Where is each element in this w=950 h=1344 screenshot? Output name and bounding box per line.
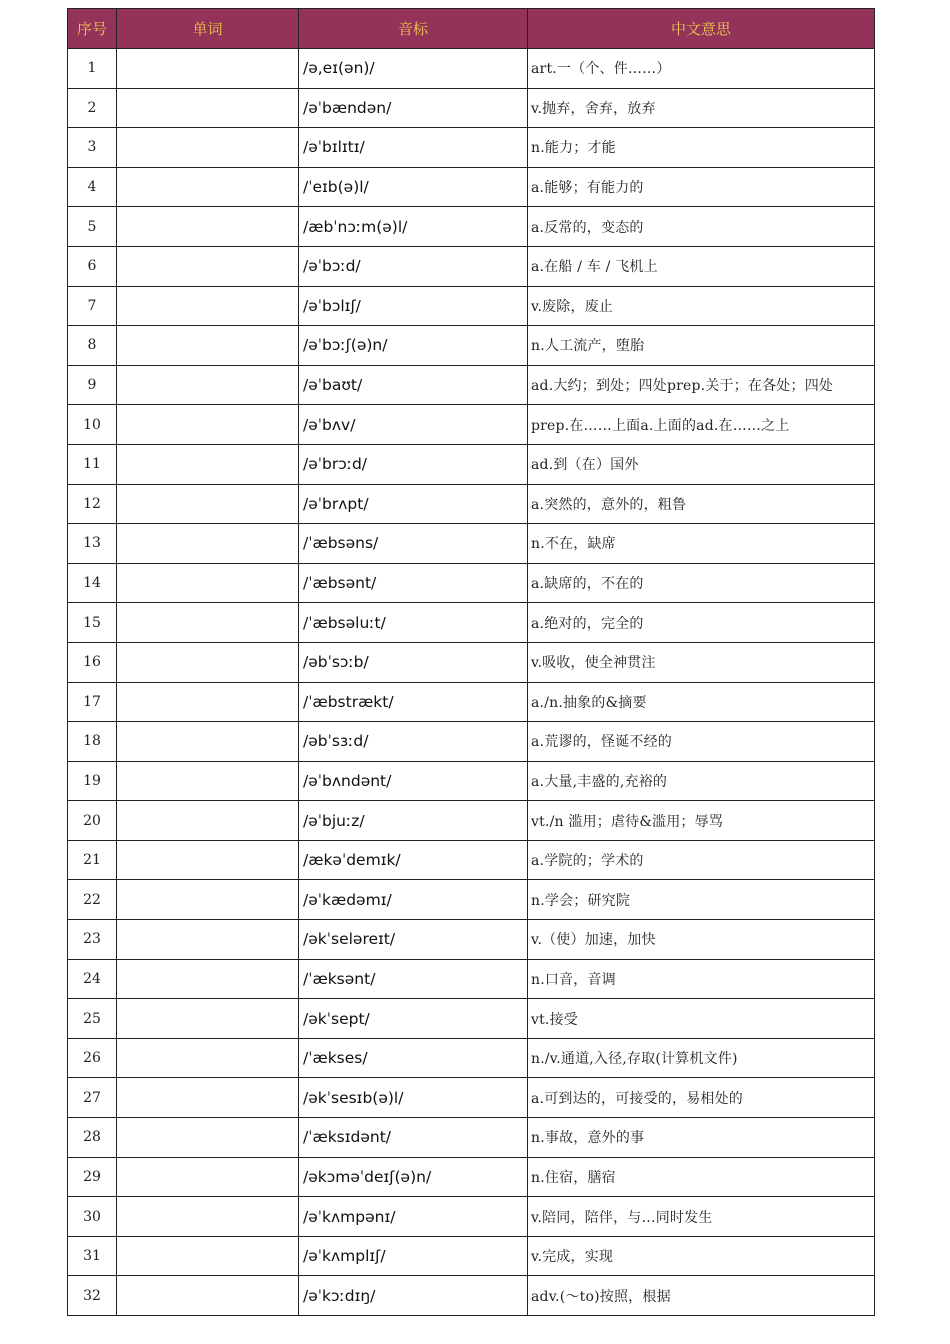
row-number: 27 (68, 1078, 117, 1118)
table-row (68, 801, 875, 841)
meaning-cell: n.学会；研究院 (528, 880, 875, 920)
word-cell (117, 563, 299, 603)
word-cell (117, 88, 299, 128)
word-cell (117, 840, 299, 880)
word-cell (117, 722, 299, 762)
table-row (68, 524, 875, 564)
meaning-cell: n.住宿，膳宿 (528, 1157, 875, 1197)
row-number: 21 (68, 840, 117, 880)
row-number: 3 (68, 128, 117, 168)
word-cell (117, 959, 299, 999)
phonetic-cell: /əkˈsesɪb(ə)l/ (299, 1078, 528, 1118)
phonetic-cell: /əkˈsept/ (299, 999, 528, 1039)
meaning-cell: a.学院的；学术的 (528, 840, 875, 880)
row-number: 14 (68, 563, 117, 603)
table-row (68, 1038, 875, 1078)
row-number: 7 (68, 286, 117, 326)
header-word: 单词 (117, 9, 299, 49)
header-meaning: 中文意思 (528, 9, 875, 49)
meaning-cell: ad.到（在）国外 (528, 444, 875, 484)
row-number: 31 (68, 1236, 117, 1276)
meaning-cell: v.（使）加速，加快 (528, 920, 875, 960)
phonetic-cell: /əˈbɔlɪʃ/ (299, 286, 528, 326)
table-row (68, 1118, 875, 1158)
table-row (68, 563, 875, 603)
phonetic-cell: /ˈæbsənt/ (299, 563, 528, 603)
row-number: 4 (68, 167, 117, 207)
word-cell (117, 1038, 299, 1078)
row-number: 30 (68, 1197, 117, 1237)
table-row (68, 365, 875, 405)
meaning-cell: v.陪同，陪伴，与…同时发生 (528, 1197, 875, 1237)
row-number: 26 (68, 1038, 117, 1078)
phonetic-cell: /əˈkʌmplɪʃ/ (299, 1236, 528, 1276)
meaning-cell: prep.在……上面a.上面的ad.在……之上 (528, 405, 875, 445)
table-row (68, 1276, 875, 1316)
phonetic-cell: /əˈbaʊt/ (299, 365, 528, 405)
row-number: 1 (68, 49, 117, 89)
header-no: 序号 (68, 9, 117, 49)
row-number: 25 (68, 999, 117, 1039)
table-row (68, 603, 875, 643)
table-row (68, 682, 875, 722)
row-number: 8 (68, 326, 117, 366)
row-number: 11 (68, 444, 117, 484)
row-number: 24 (68, 959, 117, 999)
word-cell (117, 999, 299, 1039)
phonetic-cell: /əˈbɔːʃ(ə)n/ (299, 326, 528, 366)
word-cell (117, 365, 299, 405)
row-number: 29 (68, 1157, 117, 1197)
word-cell (117, 167, 299, 207)
table-body (68, 49, 875, 1316)
word-cell (117, 484, 299, 524)
meaning-cell: v.废除，废止 (528, 286, 875, 326)
phonetic-cell: /əˈbændən/ (299, 88, 528, 128)
phonetic-cell: /əˈkædəmɪ/ (299, 880, 528, 920)
meaning-cell: vt./n 滥用；虐待&滥用；辱骂 (528, 801, 875, 841)
row-number: 10 (68, 405, 117, 445)
meaning-cell: a.能够；有能力的 (528, 167, 875, 207)
phonetic-cell: /ækəˈdemɪk/ (299, 840, 528, 880)
table-row (68, 88, 875, 128)
meaning-cell: a.在船 / 车 / 飞机上 (528, 246, 875, 286)
phonetic-cell: /ˈæbsəns/ (299, 524, 528, 564)
row-number: 28 (68, 1118, 117, 1158)
table-row (68, 959, 875, 999)
table-row (68, 49, 875, 89)
word-cell (117, 642, 299, 682)
word-cell (117, 1236, 299, 1276)
meaning-cell: a.缺席的，不在的 (528, 563, 875, 603)
phonetic-cell: /əkˈseləreɪt/ (299, 920, 528, 960)
word-cell (117, 207, 299, 247)
row-number: 19 (68, 761, 117, 801)
table-row (68, 642, 875, 682)
phonetic-cell: /ˈæbstrækt/ (299, 682, 528, 722)
word-cell (117, 49, 299, 89)
table-row (68, 1157, 875, 1197)
word-cell (117, 1157, 299, 1197)
word-cell (117, 682, 299, 722)
vocabulary-table (67, 8, 875, 1316)
meaning-cell: a.荒谬的，怪诞不经的 (528, 722, 875, 762)
row-number: 9 (68, 365, 117, 405)
row-number: 22 (68, 880, 117, 920)
table-row (68, 1197, 875, 1237)
row-number: 18 (68, 722, 117, 762)
table-row (68, 167, 875, 207)
word-cell (117, 326, 299, 366)
word-cell (117, 444, 299, 484)
row-number: 23 (68, 920, 117, 960)
table-row (68, 326, 875, 366)
phonetic-cell: /ˈæksɪdənt/ (299, 1118, 528, 1158)
phonetic-cell: /ˈeɪb(ə)l/ (299, 167, 528, 207)
row-number: 5 (68, 207, 117, 247)
phonetic-cell: /əkɔməˈdeɪʃ(ə)n/ (299, 1157, 528, 1197)
word-cell (117, 880, 299, 920)
row-number: 15 (68, 603, 117, 643)
table-row (68, 128, 875, 168)
table-row (68, 840, 875, 880)
table-row (68, 761, 875, 801)
row-number: 32 (68, 1276, 117, 1316)
meaning-cell: n./v.通道,入径,存取(计算机文件) (528, 1038, 875, 1078)
word-cell (117, 286, 299, 326)
word-cell (117, 524, 299, 564)
table-row (68, 207, 875, 247)
meaning-cell: v.完成，实现 (528, 1236, 875, 1276)
meaning-cell: vt.接受 (528, 999, 875, 1039)
table-row (68, 444, 875, 484)
meaning-cell: n.事故，意外的事 (528, 1118, 875, 1158)
word-cell (117, 603, 299, 643)
phonetic-cell: /əbˈsɜːd/ (299, 722, 528, 762)
meaning-cell: v.吸收，使全神贯注 (528, 642, 875, 682)
row-number: 6 (68, 246, 117, 286)
table-row (68, 1236, 875, 1276)
meaning-cell: a.突然的，意外的，粗鲁 (528, 484, 875, 524)
phonetic-cell: /ˈæksənt/ (299, 959, 528, 999)
phonetic-cell: /əˈbɪlɪtɪ/ (299, 128, 528, 168)
row-number: 20 (68, 801, 117, 841)
row-number: 12 (68, 484, 117, 524)
word-cell (117, 1197, 299, 1237)
meaning-cell: a.反常的，变态的 (528, 207, 875, 247)
meaning-cell: a./n.抽象的&摘要 (528, 682, 875, 722)
table-header (68, 9, 875, 49)
phonetic-cell: /əˈbrʌpt/ (299, 484, 528, 524)
table-row (68, 999, 875, 1039)
word-cell (117, 1276, 299, 1316)
table-row (68, 920, 875, 960)
word-cell (117, 1118, 299, 1158)
word-cell (117, 1078, 299, 1118)
table-row (68, 246, 875, 286)
meaning-cell: ad.大约；到处；四处prep.关于；在各处；四处 (528, 365, 875, 405)
table-row (68, 286, 875, 326)
phonetic-cell: /əbˈsɔːb/ (299, 642, 528, 682)
phonetic-cell: /əˈbrɔːd/ (299, 444, 528, 484)
phonetic-cell: /əˈkɔːdɪŋ/ (299, 1276, 528, 1316)
meaning-cell: n.不在，缺席 (528, 524, 875, 564)
meaning-cell: a.绝对的，完全的 (528, 603, 875, 643)
word-cell (117, 801, 299, 841)
word-cell (117, 920, 299, 960)
row-number: 16 (68, 642, 117, 682)
word-cell (117, 128, 299, 168)
phonetic-cell: /ˈæbsəluːt/ (299, 603, 528, 643)
phonetic-cell: /ə,eɪ(ən)/ (299, 49, 528, 89)
meaning-cell: n.能力；才能 (528, 128, 875, 168)
phonetic-cell: /ˈækses/ (299, 1038, 528, 1078)
phonetic-cell: /əˈbʌndənt/ (299, 761, 528, 801)
table-row (68, 722, 875, 762)
phonetic-cell: /əˈbjuːz/ (299, 801, 528, 841)
meaning-cell: a.可到达的，可接受的，易相处的 (528, 1078, 875, 1118)
header-phonetic: 音标 (299, 9, 528, 49)
row-number: 2 (68, 88, 117, 128)
word-cell (117, 761, 299, 801)
row-number: 17 (68, 682, 117, 722)
meaning-cell: n.人工流产，堕胎 (528, 326, 875, 366)
phonetic-cell: /əˈbʌv/ (299, 405, 528, 445)
phonetic-cell: /əˈkʌmpənɪ/ (299, 1197, 528, 1237)
meaning-cell: adv.(～to)按照，根据 (528, 1276, 875, 1316)
meaning-cell: a.大量,丰盛的,充裕的 (528, 761, 875, 801)
row-number: 13 (68, 524, 117, 564)
table-row (68, 1078, 875, 1118)
word-cell (117, 246, 299, 286)
word-cell (117, 405, 299, 445)
table-row (68, 484, 875, 524)
phonetic-cell: /əˈbɔːd/ (299, 246, 528, 286)
meaning-cell: n.口音，音调 (528, 959, 875, 999)
table-row (68, 880, 875, 920)
meaning-cell: v.抛弃，舍弃，放弃 (528, 88, 875, 128)
phonetic-cell: /æbˈnɔːm(ə)l/ (299, 207, 528, 247)
header-row (68, 9, 875, 49)
table-row (68, 405, 875, 445)
meaning-cell: art.一（个、件……） (528, 49, 875, 89)
